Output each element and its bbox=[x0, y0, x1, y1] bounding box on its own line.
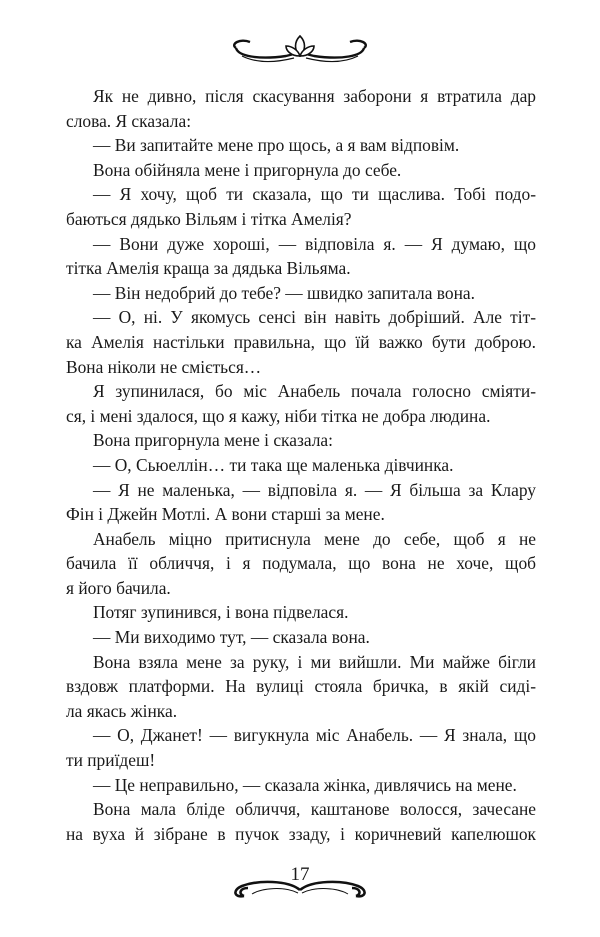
bottom-ornament-icon bbox=[228, 878, 372, 900]
text-line: я його бачила. bbox=[66, 577, 171, 598]
paragraph bbox=[66, 379, 536, 428]
text-line: Вона взяла мене за руку, і ми вийшли. Ми майже бігли bbox=[93, 651, 536, 672]
text-line: ка Амелія настільки правильна, що їй важко бути доброю. bbox=[66, 331, 536, 352]
text-line: Я зупинилася, бо міс Анабель почала голосно сміяти- bbox=[93, 381, 536, 402]
paragraph bbox=[66, 428, 536, 453]
paragraph bbox=[66, 232, 536, 281]
paragraph bbox=[66, 182, 536, 231]
text-line: на вуха й зібране в пучок ззаду, і коричневий капелюшок bbox=[66, 823, 536, 844]
text-line: — Це неправильно, — сказала жінка, дивлячись на мене. bbox=[93, 774, 517, 795]
text-line: Фін і Джейн Мотлі. А вони старші за мене. bbox=[66, 504, 385, 525]
text-line: баються дядько Вільям і тітка Амелія? bbox=[66, 208, 352, 229]
text-line: ла якась жінка. bbox=[66, 700, 178, 721]
text-line: ся, і мені здалося, що я кажу, ніби тітка не добра людина. bbox=[66, 405, 491, 426]
paragraph bbox=[66, 133, 536, 158]
text-line: Вона ніколи не сміється… bbox=[66, 356, 262, 377]
top-ornament-icon bbox=[228, 34, 372, 68]
paragraph bbox=[66, 527, 536, 601]
text-line: слова. Я сказала: bbox=[66, 110, 192, 131]
paragraph bbox=[66, 600, 536, 625]
paragraph bbox=[66, 305, 536, 379]
paragraph bbox=[66, 650, 536, 724]
text-line: тітка Амелія краща за дядька Вільяма. bbox=[66, 258, 351, 279]
body-text bbox=[66, 84, 536, 846]
page-footer bbox=[0, 862, 600, 902]
text-line: — Я хочу, щоб ти сказала, що ти щаслива. Тобі подо- bbox=[93, 184, 536, 205]
paragraph bbox=[66, 797, 536, 846]
text-line: — Він недобрий до тебе? — швидко запитала вона. bbox=[93, 282, 475, 303]
paragraph bbox=[66, 453, 536, 478]
paragraph bbox=[66, 773, 536, 798]
paragraph bbox=[66, 281, 536, 306]
text-line: — О, ні. У якомусь сенсі він навіть добріший. Але тіт- bbox=[93, 307, 536, 328]
text-line: — Ми виходимо тут, — сказала вона. bbox=[93, 627, 370, 648]
text-line: — Вони дуже хороші, — відповіла я. — Я думаю, що bbox=[93, 233, 536, 254]
paragraph bbox=[66, 723, 536, 772]
paragraph bbox=[66, 84, 536, 133]
paragraph bbox=[66, 625, 536, 650]
text-line: — Я не маленька, — відповіла я. — Я більша за Клару bbox=[93, 479, 536, 500]
text-line: Як не дивно, після скасування заборони я втратила дар bbox=[93, 86, 536, 106]
text-line: Вона мала бліде обличчя, каштанове волосся, зачесане bbox=[93, 799, 536, 820]
text-line: — О, Джанет! — вигукнула міс Анабель. — Я знала, що bbox=[93, 725, 536, 746]
text-line: Вона пригорнула мене і сказала: bbox=[93, 430, 333, 451]
text-line: — Ви запитайте мене про щось, а я вам відповім. bbox=[93, 135, 460, 156]
page-number: 17 bbox=[290, 864, 310, 885]
paragraph bbox=[66, 158, 536, 183]
text-line: Анабель міцно притиснула мене до себе, щоб я не bbox=[93, 528, 536, 549]
text-line: — О, Сьюеллін… ти така ще маленька дівчинка. bbox=[93, 454, 454, 475]
text-line: вздовж платформи. На вулиці стояла бричка, в якій сиді- bbox=[66, 676, 536, 697]
text-line: Потяг зупинився, і вона підвелася. bbox=[93, 602, 349, 623]
text-line: Вона обійняла мене і пригорнула до себе. bbox=[93, 159, 402, 180]
text-line: ти приїдеш! bbox=[66, 750, 156, 771]
paragraph bbox=[66, 478, 536, 527]
text-line: бачила її обличчя, і я подумала, що вона не хоче, щоб bbox=[66, 553, 536, 574]
